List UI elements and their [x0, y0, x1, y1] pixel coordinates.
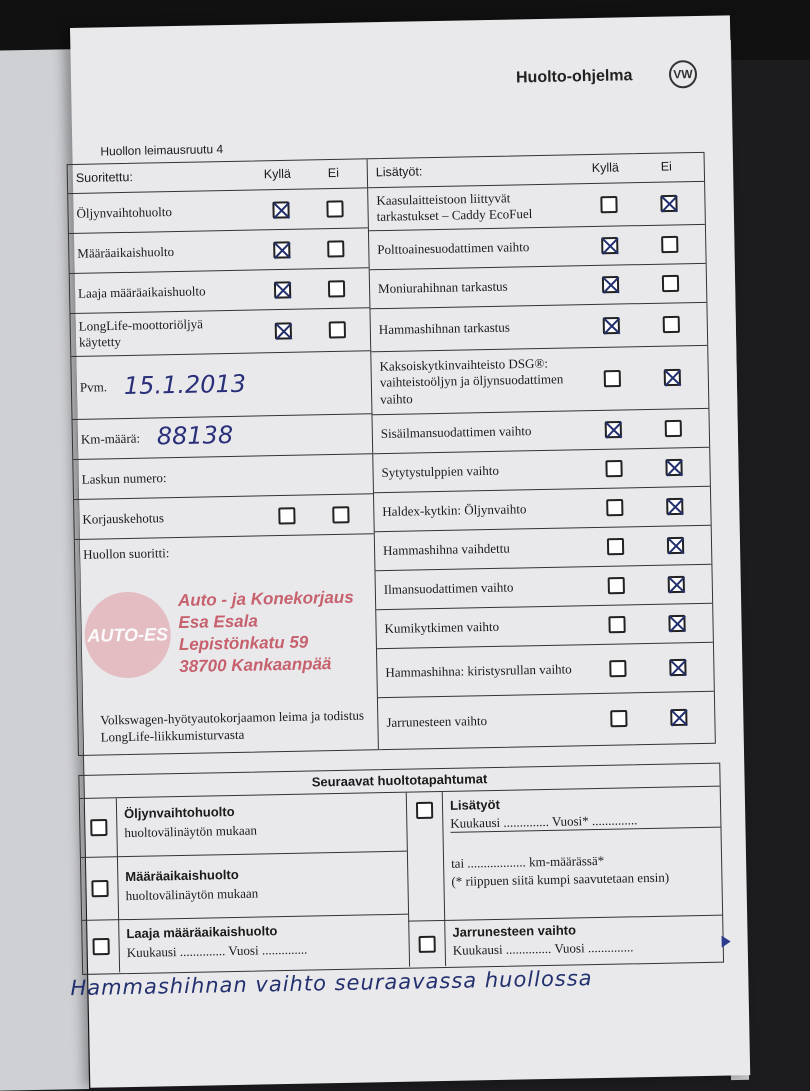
no-checkbox[interactable]	[664, 369, 681, 386]
next-extra-or: tai .................. km-määrässä*	[450, 852, 605, 871]
next-extended-checkbox[interactable]	[92, 938, 109, 955]
km-row	[73, 414, 373, 460]
next-brake-checkbox[interactable]	[418, 935, 435, 952]
no-checkbox[interactable]	[663, 316, 680, 333]
no-checkbox[interactable]	[669, 659, 686, 676]
next-oil-title: Öljynvaihtohuolto	[123, 803, 235, 822]
item-label: Polttoainesuodattimen vaihto	[377, 239, 530, 258]
next-brake-row	[408, 916, 723, 967]
yes-checkbox[interactable]	[610, 710, 627, 727]
item-label: Kaasulaitteistoon liittyvät tarkastukset – Caddy EcoFuel	[376, 190, 533, 225]
invoice-label: Laskun numero:	[81, 469, 167, 487]
yes-checkbox[interactable]	[600, 196, 617, 213]
no-checkbox[interactable]	[666, 498, 683, 515]
table-row	[375, 565, 712, 610]
next-extended-sub: Kuukausi .............. Vuosi ..............	[126, 941, 308, 961]
item-label: Haldex-kytkin: Öljynvaihto	[382, 501, 527, 519]
stamp-footer: Volkswagen-hyötyautokorjaamon leima ja todistus LongLife-liikkumisturvasta	[100, 707, 365, 745]
performed-column	[68, 159, 379, 755]
km-label: Km-määrä:	[80, 430, 141, 447]
stamp-box-title: Huollon leimausruutu 4	[100, 142, 224, 159]
yes-checkbox[interactable]	[608, 577, 625, 594]
stamp-line: Lepistönkatu 59	[178, 632, 309, 655]
no-header: Ei	[660, 159, 673, 174]
no-checkbox[interactable]	[329, 321, 346, 338]
table-row	[69, 228, 369, 274]
table-row	[373, 448, 710, 493]
vw-logo-icon: VW	[669, 60, 698, 89]
table-row	[369, 225, 706, 270]
table-row	[375, 526, 712, 571]
next-periodic-checkbox[interactable]	[91, 880, 108, 897]
next-periodic-title: Määräaikaishuolto	[125, 866, 239, 885]
next-periodic-row	[81, 852, 408, 921]
next-extended-row	[82, 915, 409, 973]
yes-checkbox[interactable]	[278, 507, 295, 524]
table-row	[378, 692, 715, 748]
yes-checkbox[interactable]	[609, 660, 626, 677]
next-extra-row	[406, 787, 722, 922]
next-services-box	[78, 763, 724, 975]
handwritten-note: Hammashihnan vaihto seuraavassa huollossa	[70, 966, 593, 1001]
next-oil-checkbox[interactable]	[90, 819, 107, 836]
yes-checkbox[interactable]	[605, 421, 622, 438]
next-extra-note: (* riippuen siitä kumpi saavutetaan ensin)	[451, 869, 670, 889]
item-label: Kaksoiskytkinvaihteisto DSG®: vaihteistoöljyn ja öljynsuodattimen vaihto	[379, 355, 564, 407]
item-label: LongLife-moottoriöljyä käytetty	[78, 316, 204, 350]
next-extra-checkbox[interactable]	[416, 802, 433, 819]
yes-checkbox[interactable]	[608, 616, 625, 633]
next-brake-sub: Kuukausi .............. Vuosi ..............	[452, 939, 634, 958]
item-label: Moniurahihnan tarkastus	[377, 278, 508, 297]
yes-checkbox[interactable]	[604, 370, 621, 387]
invoice-row	[73, 454, 373, 500]
no-checkbox[interactable]	[660, 195, 677, 212]
yes-header: Kyllä	[263, 166, 292, 182]
table-row	[376, 604, 713, 649]
no-checkbox[interactable]	[668, 615, 685, 632]
no-checkbox[interactable]	[328, 280, 345, 297]
table-row	[70, 308, 370, 357]
yes-checkbox[interactable]	[607, 538, 624, 555]
yes-checkbox[interactable]	[274, 281, 291, 298]
service-grid	[67, 152, 716, 756]
date-label: Pvm.	[79, 379, 108, 395]
stamp-line: Auto - ja Konekorjaus	[177, 587, 354, 611]
stamp-line: Esa Esala	[178, 611, 259, 633]
table-row	[370, 303, 707, 352]
next-extended-title: Laaja määräaikaishuolto	[126, 923, 278, 942]
yes-checkbox[interactable]	[605, 460, 622, 477]
next-brake-title: Jarrunesteen vaihto	[452, 922, 577, 940]
no-checkbox[interactable]	[665, 420, 682, 437]
table-row	[374, 487, 711, 532]
next-oil-sub: huoltovälinäytön mukaan	[124, 822, 258, 841]
item-label: Hammashihna: kiristysrullan vaihto	[385, 661, 572, 680]
no-checkbox[interactable]	[326, 200, 343, 217]
km-value: 88138	[156, 420, 234, 451]
table-row	[372, 409, 709, 454]
next-extra-sub: Kuukausi .............. Vuosi* ..............	[450, 812, 638, 831]
item-label: Kumikytkimen vaihto	[384, 618, 500, 636]
stamp-logo: AUTO-ES	[84, 591, 172, 679]
item-label: Ilmansuodattimen vaihto	[383, 579, 514, 597]
item-label: Hammashihna vaihdettu	[382, 540, 510, 558]
no-checkbox[interactable]	[667, 537, 684, 554]
extra-work-column	[368, 153, 715, 749]
performed-by-label: Huollon suoritti:	[82, 545, 170, 562]
date-row	[71, 351, 371, 420]
item-label: Laaja määräaikaishuolto	[77, 282, 206, 301]
item-label: Hammashihnan tarkastus	[378, 319, 511, 338]
no-checkbox[interactable]	[668, 576, 685, 593]
table-row	[370, 264, 707, 309]
extra-label: Lisätyöt:	[375, 164, 423, 180]
next-extra-title: Lisätyöt	[449, 796, 500, 813]
next-oil-row	[80, 793, 407, 858]
performed-label: Suoritettu:	[75, 170, 133, 186]
stamp-line: 38700 Kankaanpää	[179, 654, 332, 677]
yes-checkbox[interactable]	[601, 237, 618, 254]
item-label: Öljynvaihtohuolto	[76, 203, 173, 221]
no-checkbox[interactable]	[327, 240, 344, 257]
no-checkbox[interactable]	[661, 236, 678, 253]
no-checkbox[interactable]	[662, 275, 679, 292]
table-row	[70, 268, 370, 314]
no-checkbox[interactable]	[332, 506, 349, 523]
yes-checkbox[interactable]	[603, 317, 620, 334]
yes-checkbox[interactable]	[272, 201, 289, 218]
item-label: Sytytystulppien vaihto	[381, 462, 500, 480]
no-checkbox[interactable]	[670, 709, 687, 726]
table-row	[377, 643, 714, 698]
yes-checkbox[interactable]	[275, 322, 292, 339]
next-page-arrow-icon	[722, 935, 731, 947]
item-label: Jarrunesteen vaihto	[386, 712, 488, 730]
date-value: 15.1.2013	[123, 369, 247, 401]
yes-checkbox[interactable]	[273, 241, 290, 258]
page-title: Huolto-ohjelma	[515, 67, 633, 87]
item-label: Sisäilmansuodattimen vaihto	[380, 423, 532, 441]
no-header: Ei	[327, 165, 340, 181]
correction-row	[74, 494, 374, 540]
yes-checkbox[interactable]	[602, 276, 619, 293]
next-periodic-sub: huoltovälinäytön mukaan	[125, 885, 259, 904]
correction-label: Korjauskehotus	[82, 509, 165, 527]
service-book-page	[70, 15, 750, 1087]
yes-header: Kyllä	[591, 160, 620, 176]
no-checkbox[interactable]	[665, 459, 682, 476]
next-services-title: Seuraavat huoltotapahtumat	[79, 764, 719, 799]
table-row	[371, 346, 708, 415]
table-row	[68, 188, 368, 234]
yes-checkbox[interactable]	[606, 499, 623, 516]
table-row	[368, 182, 705, 231]
item-label: Määräaikaishuolto	[77, 243, 175, 261]
workshop-stamp	[80, 577, 372, 693]
